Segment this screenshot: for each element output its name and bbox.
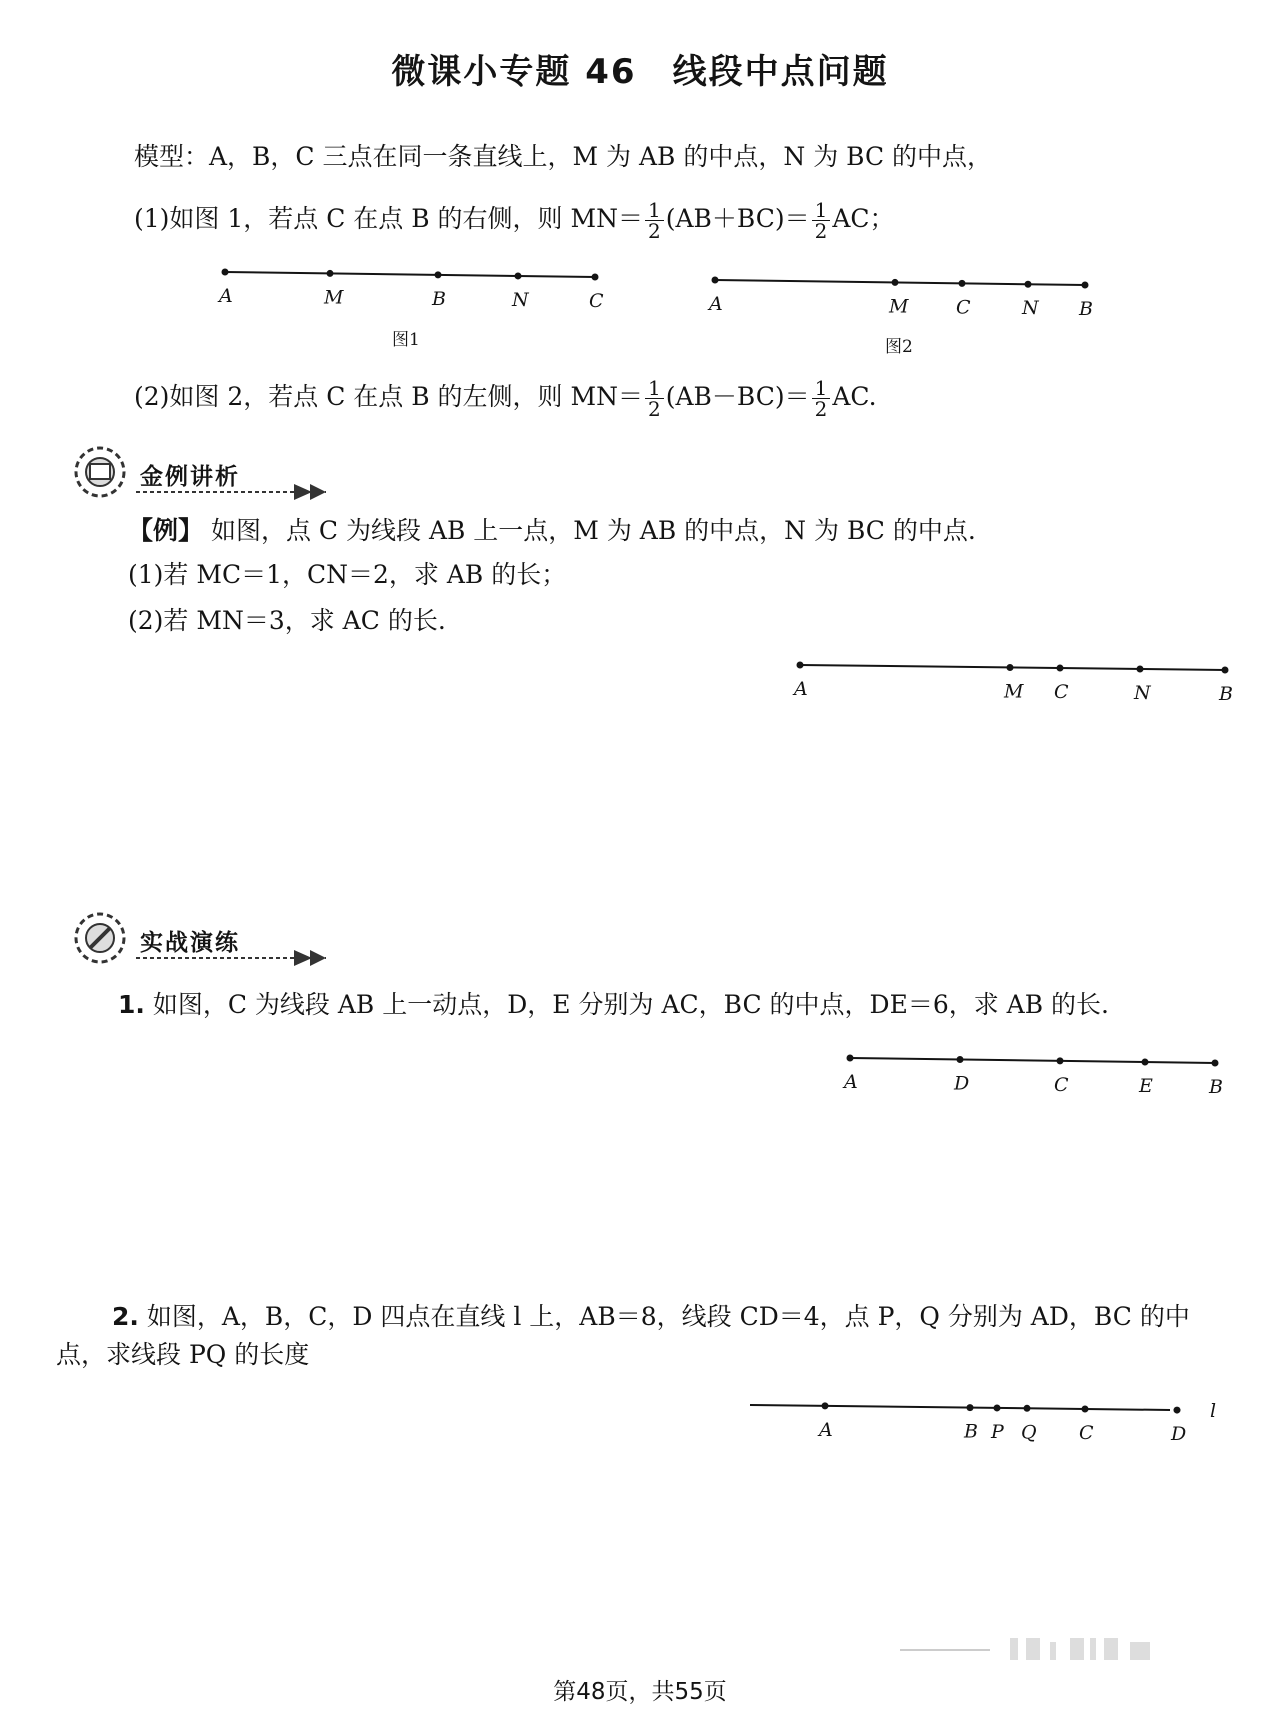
point-label-b: B	[1079, 298, 1093, 320]
point-label-c: C	[956, 296, 971, 319]
point-d	[957, 1056, 964, 1063]
example-q2: (2)若 MN＝3，求 AC 的长.	[128, 606, 446, 635]
fraction-half: $\frac{1}{2}$	[645, 200, 664, 241]
model-intro: 模型：A，B，C 三点在同一条直线上，M 为 AB 的中点，N 为 BC 的中点，	[134, 142, 993, 171]
point-b	[1212, 1060, 1219, 1067]
example-banner-title: 金例讲析	[140, 464, 240, 490]
point-label-n: N	[1134, 682, 1151, 704]
example-diagram	[785, 655, 1245, 715]
point-m	[1007, 664, 1014, 671]
page-footer: 第48页，共55页	[553, 1679, 727, 1705]
segment-line	[225, 272, 595, 277]
point-p	[994, 1404, 1001, 1411]
point-n	[1137, 666, 1144, 673]
point-c	[592, 274, 599, 281]
point-label-n: N	[512, 288, 529, 311]
point-label-d: D	[1171, 1423, 1187, 1446]
point-a	[222, 269, 229, 276]
point-label-c: C	[589, 290, 604, 312]
point-a	[797, 662, 804, 669]
practice-banner-title: 实战演练	[140, 930, 240, 956]
practice-2-diagram	[745, 1395, 1225, 1455]
model-case2	[134, 378, 877, 419]
practice-1-diagram	[835, 1048, 1235, 1108]
fraction-half: $\frac{1}{2}$	[645, 378, 664, 419]
example-label: 【例】	[128, 516, 204, 545]
point-label-p: P	[991, 1420, 1004, 1443]
case2-prefix: (2)如图 2，若点 C 在点 B 的左侧，则 MN＝	[134, 382, 643, 411]
practice-1	[118, 988, 1109, 1022]
line-l	[750, 1405, 1170, 1410]
point-b	[435, 271, 442, 278]
point-label-b: B	[1219, 683, 1233, 705]
practice-2-line2: 点，求线段 PQ 的长度	[56, 1340, 310, 1369]
segment-line	[850, 1058, 1215, 1063]
point-n	[515, 272, 522, 279]
point-label-a: A	[219, 285, 233, 307]
point-c	[1057, 665, 1064, 672]
point-a	[712, 277, 719, 284]
fraction-half: $\frac{1}{2}$	[812, 378, 831, 419]
figure-2-caption: 图2	[885, 337, 913, 357]
practice-2-text: 如图，A，B，C，D 四点在直线 l 上，AB＝8，线段 CD＝4，点 P，Q 分别为 AD，BC 的中	[146, 1302, 1190, 1331]
point-label-a: A	[709, 293, 723, 315]
point-label-e: E	[1139, 1075, 1153, 1098]
figure-1-caption: 图1	[392, 330, 420, 350]
point-label-c: C	[1079, 1421, 1094, 1444]
point-m	[327, 270, 334, 277]
point-c	[1082, 1405, 1089, 1412]
fraction-half: $\frac{1}{2}$	[812, 200, 831, 241]
case2-mid: (AB－BC)＝	[665, 382, 810, 411]
figure-1-diagram	[210, 262, 610, 322]
point-label-a: A	[844, 1071, 858, 1093]
point-label-q: Q	[1021, 1421, 1037, 1444]
point-label-b: B	[432, 287, 446, 310]
point-d	[1174, 1407, 1181, 1414]
case1-mid: (AB＋BC)＝	[665, 204, 810, 233]
model-case1	[134, 200, 895, 241]
point-label-d: D	[954, 1072, 970, 1095]
figure-2-diagram	[700, 270, 1100, 330]
page-title: 微课小专题 46 线段中点问题	[391, 52, 889, 92]
point-q	[1024, 1405, 1031, 1412]
example-stem	[128, 514, 976, 548]
example-stem-text: 如图，点 C 为线段 AB 上一点，M 为 AB 的中点，N 为 BC 的中点.	[210, 516, 976, 545]
point-label-b: B	[964, 1420, 978, 1443]
point-label-m: M	[324, 286, 344, 309]
scan-watermark-marks	[900, 1634, 1160, 1664]
case1-end: AC；	[832, 204, 895, 233]
point-label-m: M	[889, 295, 909, 318]
point-label-b: B	[1209, 1076, 1223, 1098]
point-label-m: M	[1004, 680, 1024, 703]
case1-prefix: (1)如图 1，若点 C 在点 B 的右侧，则 MN＝	[134, 204, 643, 233]
example-q1: (1)若 MC＝1，CN＝2，求 AB 的长；	[128, 560, 567, 589]
point-b	[1082, 282, 1089, 289]
point-a	[822, 1402, 829, 1409]
point-b	[967, 1404, 974, 1411]
practice-1-text: 如图，C 为线段 AB 上一动点，D，E 分别为 AC，BC 的中点，DE＝6，求 AB 的长.	[152, 990, 1110, 1019]
practice-2-number: 2.	[112, 1302, 139, 1331]
point-a	[847, 1055, 854, 1062]
point-c	[959, 280, 966, 287]
point-label-c: C	[1054, 1073, 1069, 1096]
example-banner	[66, 444, 326, 500]
practice-banner	[66, 910, 326, 966]
practice-2-line1	[112, 1300, 1190, 1334]
point-b	[1222, 667, 1229, 674]
point-m	[892, 279, 899, 286]
point-e	[1142, 1059, 1149, 1066]
point-label-c: C	[1054, 681, 1069, 704]
point-n	[1025, 281, 1032, 288]
line-l-label: l	[1210, 1400, 1217, 1422]
point-c	[1057, 1057, 1064, 1064]
point-label-a: A	[794, 678, 808, 700]
point-label-n: N	[1022, 297, 1039, 320]
case2-end: AC.	[832, 382, 877, 411]
practice-1-number: 1.	[118, 990, 145, 1019]
point-label-a: A	[819, 1418, 833, 1441]
